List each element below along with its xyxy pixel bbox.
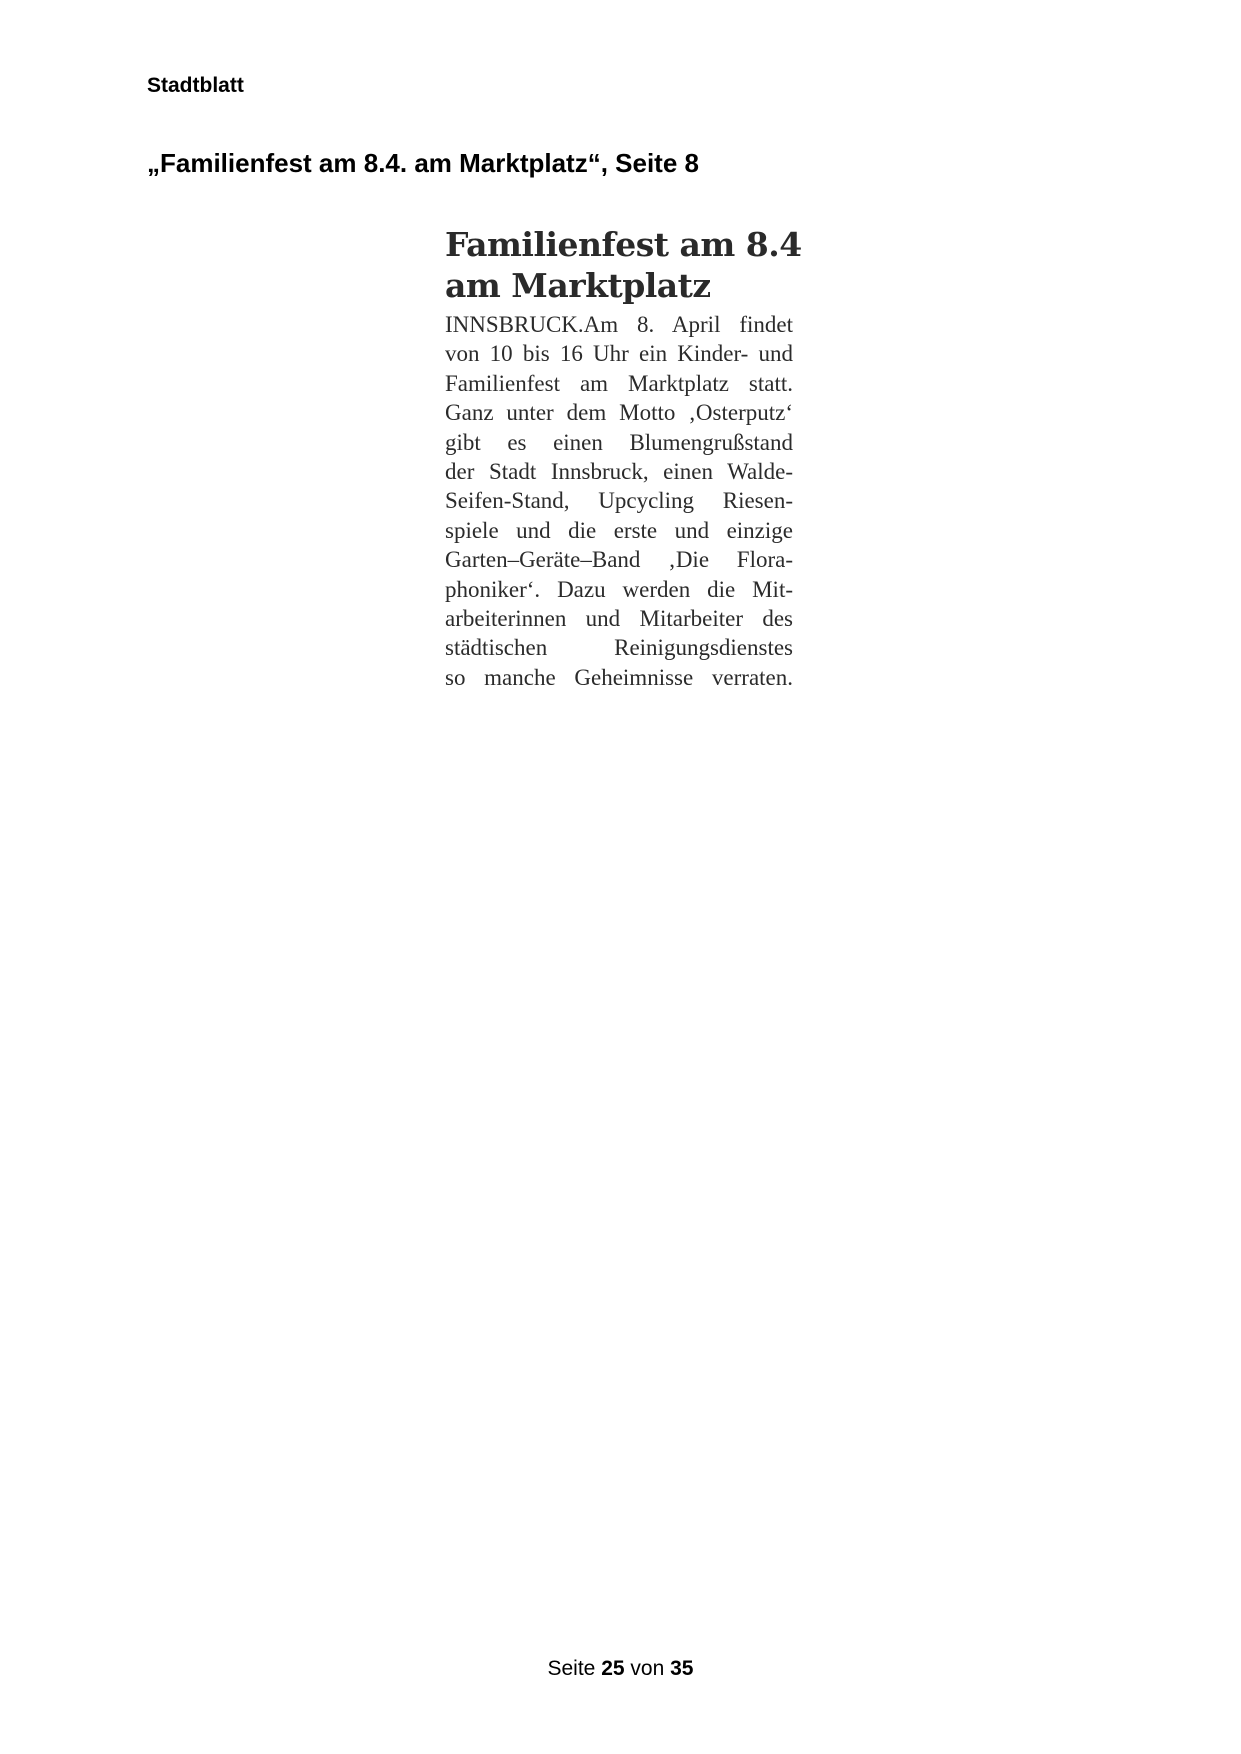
- total-page-count: 35: [670, 1657, 694, 1680]
- clipping-body-line: arbeiterinnen und Mitarbeiter des: [445, 605, 793, 631]
- clipping-body-line: so manche Geheimnisse verraten.: [445, 664, 793, 690]
- document-heading: „Familienfest am 8.4. am Marktplatz“, Seite 8: [147, 148, 699, 178]
- clipping-title-line: Familienfest am 8.4: [445, 225, 802, 264]
- newspaper-clipping: [445, 224, 802, 692]
- clipping-body-line: Familienfest am Marktplatz statt.: [445, 370, 793, 396]
- clipping-body-line: Ganz unter dem Motto ‚Osterputz‘: [445, 400, 793, 426]
- clipping-title: [445, 224, 802, 306]
- clipping-body-line: Seifen-Stand, Upcycling Riesen-: [445, 488, 793, 514]
- clipping-body-line: phoniker‘. Dazu werden die Mit-: [445, 576, 793, 602]
- publication-name: Stadtblatt: [147, 74, 244, 97]
- clipping-body-line: gibt es einen Blumengrußstand: [445, 429, 793, 455]
- clipping-body-line: Garten–Geräte–Band ‚Die Flora-: [445, 547, 793, 573]
- clipping-body-line: städtischen Reinigungsdienstes: [445, 635, 793, 661]
- footer-middle: von: [630, 1657, 665, 1680]
- clipping-body-line: spiele und die erste und einzige: [445, 517, 793, 543]
- clipping-body-line: von 10 bis 16 Uhr ein Kinder- und: [445, 341, 793, 367]
- clipping-body-line: INNSBRUCK.Am 8. April findet: [445, 312, 793, 337]
- current-page-number: 25: [601, 1657, 625, 1680]
- footer-prefix: Seite: [547, 1657, 596, 1680]
- clipping-body: [445, 310, 793, 692]
- page-footer: [0, 1656, 1241, 1682]
- clipping-title-line: am Marktplatz: [445, 266, 711, 305]
- clipping-body-line: der Stadt Innsbruck, einen Walde-: [445, 458, 793, 484]
